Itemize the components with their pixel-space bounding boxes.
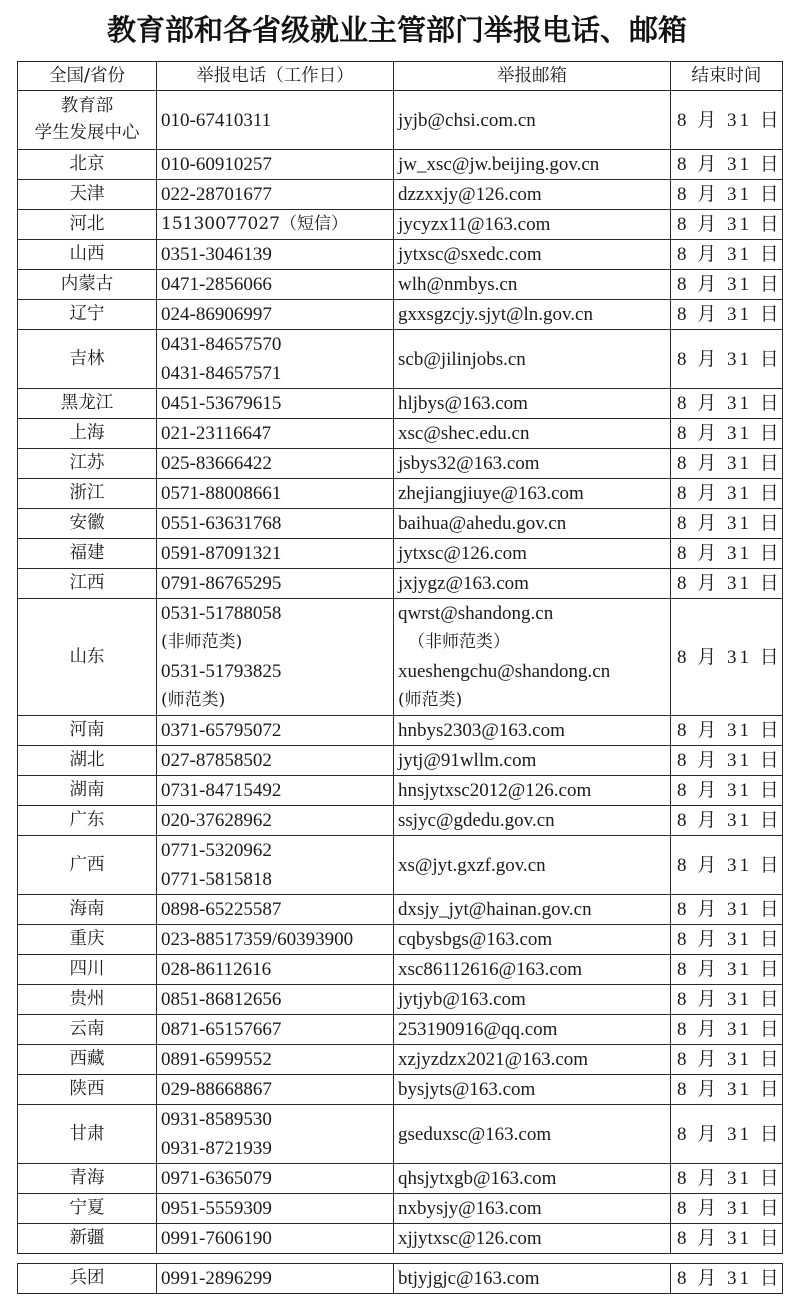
region-cell-line: 黑龙江 xyxy=(60,393,114,413)
end-date-cell: 8 月 31 日 xyxy=(671,806,783,836)
phone-cell-line: 0531-51793825 xyxy=(161,661,282,682)
phone-cell-line: 0531-51788058 xyxy=(161,603,282,624)
email-cell-line: qhsjytxgb@163.com xyxy=(398,1168,557,1189)
phone-cell xyxy=(157,210,394,240)
phone-cell-line: 0731-84715492 xyxy=(161,780,282,801)
phone-cell xyxy=(157,240,394,270)
email-cell xyxy=(394,985,671,1015)
email-cell xyxy=(394,776,671,806)
region-cell xyxy=(18,509,157,539)
table-row xyxy=(18,895,783,925)
phone-cell xyxy=(157,569,394,599)
end-date-cell: 8 月 31 日 xyxy=(671,836,783,895)
region-cell xyxy=(18,300,157,330)
email-cell xyxy=(394,479,671,509)
region-cell-line: 甘肃 xyxy=(69,1123,105,1144)
bingtuan-table xyxy=(17,1263,783,1294)
region-cell xyxy=(18,539,157,569)
phone-cell-line: 0571-88008661 xyxy=(161,483,282,504)
region-cell-line: 重庆 xyxy=(69,929,105,949)
phone-cell xyxy=(157,955,394,985)
end-date-cell: 8 月 31 日 xyxy=(671,1075,783,1105)
phone-cell xyxy=(157,479,394,509)
table-row xyxy=(18,746,783,776)
phone-cell-line: 0991-2896299 xyxy=(161,1268,272,1289)
table-row xyxy=(18,925,783,955)
phone-cell-line: 0371-65795072 xyxy=(161,720,282,741)
region-cell xyxy=(18,240,157,270)
region-cell-line: 安徽 xyxy=(69,513,105,533)
table-row xyxy=(18,1224,783,1254)
phone-cell-line: 0591-87091321 xyxy=(161,543,282,564)
phone-cell-line: 0431-84657571 xyxy=(161,363,282,384)
table-row xyxy=(18,539,783,569)
region-cell xyxy=(18,210,157,240)
region-cell-line: 浙江 xyxy=(69,483,105,503)
table-row xyxy=(18,1045,783,1075)
phone-cell-line: (非师范类) xyxy=(161,632,243,652)
end-date-cell: 8 月 31 日 xyxy=(671,210,783,240)
end-date-cell: 8 月 31 日 xyxy=(671,955,783,985)
email-cell-line: xjjytxsc@126.com xyxy=(398,1228,542,1249)
phone-cell-line: 0771-5815818 xyxy=(161,869,272,890)
phone-cell xyxy=(157,1224,394,1254)
region-cell-line: 青海 xyxy=(69,1168,105,1188)
region-cell xyxy=(18,985,157,1015)
email-cell xyxy=(394,509,671,539)
table-row xyxy=(18,300,783,330)
region-cell xyxy=(18,1264,157,1294)
region-cell xyxy=(18,150,157,180)
table-row xyxy=(18,806,783,836)
phone-cell xyxy=(157,449,394,479)
email-cell-line: qwrst@shandong.cn xyxy=(398,603,554,624)
region-cell xyxy=(18,1075,157,1105)
region-cell xyxy=(18,569,157,599)
email-cell-line: hnsjytxsc2012@126.com xyxy=(398,780,592,801)
region-cell xyxy=(18,806,157,836)
phone-cell-line: 025-83666422 xyxy=(161,453,272,474)
region-cell-line: 山西 xyxy=(69,244,105,264)
phone-cell xyxy=(157,389,394,419)
phone-cell xyxy=(157,1105,394,1164)
email-cell xyxy=(394,569,671,599)
region-cell xyxy=(18,746,157,776)
email-cell-line: baihua@ahedu.gov.cn xyxy=(398,513,567,534)
region-cell xyxy=(18,1194,157,1224)
email-cell xyxy=(394,955,671,985)
region-cell xyxy=(18,776,157,806)
email-cell xyxy=(394,1015,671,1045)
end-date-cell: 8 月 31 日 xyxy=(671,449,783,479)
region-cell-line: 吉林 xyxy=(69,348,105,369)
end-date-cell: 8 月 31 日 xyxy=(671,479,783,509)
email-cell-line: dzzxxjy@126.com xyxy=(398,184,542,205)
end-date-cell: 8 月 31 日 xyxy=(671,569,783,599)
email-cell xyxy=(394,539,671,569)
table-row xyxy=(18,1164,783,1194)
region-cell-line: 学生发展中心 xyxy=(34,123,140,143)
email-cell-line: （非师范类） xyxy=(408,632,510,652)
region-cell-line: 宁夏 xyxy=(69,1198,105,1218)
email-cell-line: jytj@91wllm.com xyxy=(398,750,537,771)
end-date-cell: 8 月 31 日 xyxy=(671,599,783,716)
email-cell-line: bysjyts@163.com xyxy=(398,1079,536,1100)
phone-cell-line: 0891-6599552 xyxy=(161,1049,272,1070)
email-cell-line: dxsjy_jyt@hainan.gov.cn xyxy=(398,899,592,920)
email-cell-line: cqbysbgs@163.com xyxy=(398,929,553,950)
phone-cell-line: 0431-84657570 xyxy=(161,334,282,355)
phone-cell-line: 0351-3046139 xyxy=(161,244,272,265)
email-cell xyxy=(394,1264,671,1294)
region-cell xyxy=(18,479,157,509)
email-cell xyxy=(394,449,671,479)
end-date-cell: 8 月 31 日 xyxy=(671,925,783,955)
region-cell-line: 海南 xyxy=(69,899,105,919)
region-cell-line: 新疆 xyxy=(69,1228,105,1248)
table-row xyxy=(18,270,783,300)
end-date-cell: 8 月 31 日 xyxy=(671,1015,783,1045)
phone-cell xyxy=(157,895,394,925)
phone-cell-line: 15130077027（短信） xyxy=(161,214,348,234)
region-cell xyxy=(18,1224,157,1254)
phone-cell xyxy=(157,1264,394,1294)
table-row xyxy=(18,389,783,419)
phone-cell-line: 0771-5320962 xyxy=(161,840,272,861)
region-cell xyxy=(18,270,157,300)
phone-cell-line: 022-28701677 xyxy=(161,184,272,205)
end-date-cell: 8 月 31 日 xyxy=(671,389,783,419)
table-body xyxy=(18,91,783,1254)
end-date-cell: 8 月 31 日 xyxy=(671,895,783,925)
region-cell xyxy=(18,180,157,210)
region-cell-line: 上海 xyxy=(69,423,105,443)
email-cell-line: jytjyb@163.com xyxy=(398,989,526,1010)
phone-cell xyxy=(157,1015,394,1045)
region-cell-line: 天津 xyxy=(69,184,105,204)
email-cell-line: jycyzx11@163.com xyxy=(398,214,551,235)
email-cell xyxy=(394,240,671,270)
end-date-cell: 8 月 31 日 xyxy=(671,180,783,210)
region-cell-line: 陕西 xyxy=(69,1079,105,1099)
region-cell xyxy=(18,599,157,716)
email-cell-line: xzjyzdzx2021@163.com xyxy=(398,1049,589,1070)
phone-cell xyxy=(157,270,394,300)
region-cell-line: 广西 xyxy=(69,854,105,875)
email-cell-line: xsc@shec.edu.cn xyxy=(398,423,530,444)
email-cell-line: xs@jyt.gxzf.gov.cn xyxy=(398,854,546,876)
table-row xyxy=(18,240,783,270)
region-cell-line: 四川 xyxy=(69,959,105,979)
end-date-cell: 8 月 31 日 xyxy=(671,240,783,270)
email-cell xyxy=(394,1045,671,1075)
phone-cell-line: 029-88668867 xyxy=(161,1079,272,1100)
phone-cell xyxy=(157,836,394,895)
phone-cell-line: 0931-8589530 xyxy=(161,1109,272,1130)
table-row xyxy=(18,836,783,895)
phone-cell xyxy=(157,925,394,955)
table-row xyxy=(18,449,783,479)
header-phone: 举报电话（工作日） xyxy=(157,62,394,91)
table-row xyxy=(18,985,783,1015)
end-date-cell: 8 月 31 日 xyxy=(671,150,783,180)
phone-cell xyxy=(157,330,394,389)
phone-cell-line: 028-86112616 xyxy=(161,959,272,980)
region-cell xyxy=(18,955,157,985)
region-cell xyxy=(18,895,157,925)
email-cell-line: jw_xsc@jw.beijing.gov.cn xyxy=(398,154,600,175)
email-cell-line: jsbys32@163.com xyxy=(398,453,540,474)
region-cell xyxy=(18,1105,157,1164)
region-cell-line: 江苏 xyxy=(69,453,105,473)
table-row xyxy=(18,419,783,449)
phone-cell xyxy=(157,539,394,569)
end-date-cell: 8 月 31 日 xyxy=(671,1045,783,1075)
region-cell-line: 广东 xyxy=(69,810,105,830)
region-cell xyxy=(18,836,157,895)
phone-cell-line: 023-88517359/60393900 xyxy=(161,929,354,950)
end-date-cell: 8 月 31 日 xyxy=(671,1224,783,1254)
table-row xyxy=(18,716,783,746)
email-cell xyxy=(394,330,671,389)
email-cell-line: scb@jilinjobs.cn xyxy=(398,348,526,370)
table-row xyxy=(18,210,783,240)
region-cell-line: 云南 xyxy=(69,1019,105,1039)
phone-cell xyxy=(157,300,394,330)
table-row xyxy=(18,1015,783,1045)
email-cell xyxy=(394,1105,671,1164)
email-cell xyxy=(394,1224,671,1254)
end-date-cell: 8 月 31 日 xyxy=(671,1264,783,1294)
region-cell-line: 北京 xyxy=(69,154,105,174)
email-cell xyxy=(394,389,671,419)
region-cell xyxy=(18,419,157,449)
phone-cell xyxy=(157,716,394,746)
email-cell-line: jyjb@chsi.com.cn xyxy=(398,109,536,131)
table-row xyxy=(18,599,783,716)
email-cell-line: nxbysjy@163.com xyxy=(398,1198,542,1219)
email-cell xyxy=(394,806,671,836)
phone-cell xyxy=(157,746,394,776)
end-date-cell: 8 月 31 日 xyxy=(671,300,783,330)
phone-cell xyxy=(157,150,394,180)
email-cell-line: (师范类) xyxy=(398,690,463,710)
region-cell-line: 河北 xyxy=(69,214,105,234)
email-cell-line: gxxsgzcjy.sjyt@ln.gov.cn xyxy=(398,304,593,325)
phone-cell xyxy=(157,1194,394,1224)
region-cell xyxy=(18,330,157,389)
table-row xyxy=(18,776,783,806)
phone-cell xyxy=(157,91,394,150)
phone-cell xyxy=(157,599,394,716)
email-cell xyxy=(394,746,671,776)
table-row xyxy=(18,1105,783,1164)
phone-cell-line: 0551-63631768 xyxy=(161,513,282,534)
phone-cell-line: 0871-65157667 xyxy=(161,1019,282,1040)
email-cell xyxy=(394,91,671,150)
region-cell xyxy=(18,91,157,150)
header-region: 全国/省份 xyxy=(18,62,157,91)
table-row xyxy=(18,1194,783,1224)
phone-cell-line: 0851-86812656 xyxy=(161,989,282,1010)
region-cell-line: 辽宁 xyxy=(69,304,105,324)
region-cell-line: 江西 xyxy=(69,573,105,593)
end-date-cell: 8 月 31 日 xyxy=(671,716,783,746)
email-cell-line: gseduxsc@163.com xyxy=(398,1123,552,1145)
end-date-cell: 8 月 31 日 xyxy=(671,746,783,776)
table-row xyxy=(18,1075,783,1105)
region-cell-line: 贵州 xyxy=(69,989,105,1009)
email-cell xyxy=(394,1194,671,1224)
email-cell xyxy=(394,1164,671,1194)
phone-cell-line: 0898-65225587 xyxy=(161,899,282,920)
email-cell-line: 253190916@qq.com xyxy=(398,1019,558,1040)
table-row xyxy=(18,955,783,985)
phone-cell-line: 0791-86765295 xyxy=(161,573,282,594)
phone-cell-line: 020-37628962 xyxy=(161,810,272,831)
region-cell-line: 湖南 xyxy=(69,780,105,800)
region-cell xyxy=(18,925,157,955)
email-cell xyxy=(394,150,671,180)
end-date-cell: 8 月 31 日 xyxy=(671,1194,783,1224)
region-cell xyxy=(18,1164,157,1194)
phone-cell-line: 010-60910257 xyxy=(161,154,272,175)
phone-cell-line: (师范类) xyxy=(161,690,226,710)
email-cell-line: jxjygz@163.com xyxy=(398,573,529,594)
email-cell-line: btjyjgjc@163.com xyxy=(398,1268,540,1289)
email-cell-line: jytxsc@126.com xyxy=(398,543,527,564)
end-date-cell: 8 月 31 日 xyxy=(671,1105,783,1164)
table-row xyxy=(18,569,783,599)
table-row xyxy=(18,509,783,539)
region-cell-line: 教育部 xyxy=(60,96,114,116)
phone-cell xyxy=(157,985,394,1015)
phone-cell xyxy=(157,419,394,449)
region-cell xyxy=(18,1045,157,1075)
region-cell xyxy=(18,389,157,419)
table-body-extra xyxy=(18,1264,783,1294)
end-date-cell: 8 月 31 日 xyxy=(671,330,783,389)
region-cell xyxy=(18,449,157,479)
table-row xyxy=(18,91,783,150)
region-cell-line: 西藏 xyxy=(69,1049,105,1069)
end-date-cell: 8 月 31 日 xyxy=(671,539,783,569)
phone-cell xyxy=(157,1164,394,1194)
region-cell-line: 兵团 xyxy=(69,1268,105,1288)
email-cell xyxy=(394,300,671,330)
phone-cell xyxy=(157,509,394,539)
region-cell-line: 福建 xyxy=(69,543,105,563)
email-cell-line: hljbys@163.com xyxy=(398,393,528,414)
email-cell-line: wlh@nmbys.cn xyxy=(398,274,518,295)
region-cell-line: 内蒙古 xyxy=(60,274,114,294)
region-cell-line: 湖北 xyxy=(69,750,105,770)
email-cell xyxy=(394,210,671,240)
region-cell-line: 河南 xyxy=(69,720,105,740)
table-header-row xyxy=(18,62,783,91)
phone-cell xyxy=(157,806,394,836)
table-row xyxy=(18,479,783,509)
region-cell-line: 山东 xyxy=(69,646,105,667)
contact-table xyxy=(17,61,783,1254)
end-date-cell: 8 月 31 日 xyxy=(671,270,783,300)
email-cell xyxy=(394,716,671,746)
phone-cell-line: 0971-6365079 xyxy=(161,1168,272,1189)
email-cell xyxy=(394,270,671,300)
phone-cell xyxy=(157,1045,394,1075)
table-row xyxy=(18,150,783,180)
header-end-date: 结束时间 xyxy=(671,62,783,91)
end-date-cell: 8 月 31 日 xyxy=(671,91,783,150)
email-cell-line: xsc86112616@163.com xyxy=(398,959,583,980)
phone-cell xyxy=(157,1075,394,1105)
region-cell xyxy=(18,1015,157,1045)
phone-cell-line: 0951-5559309 xyxy=(161,1198,272,1219)
phone-cell-line: 024-86906997 xyxy=(161,304,272,325)
phone-cell-line: 027-87858502 xyxy=(161,750,272,771)
email-cell-line: zhejiangjiuye@163.com xyxy=(398,483,584,504)
end-date-cell: 8 月 31 日 xyxy=(671,509,783,539)
email-cell xyxy=(394,1075,671,1105)
phone-cell-line: 0451-53679615 xyxy=(161,393,282,414)
email-cell xyxy=(394,895,671,925)
phone-cell-line: 0471-2856066 xyxy=(161,274,272,295)
phone-cell-line: 010-67410311 xyxy=(161,109,272,131)
end-date-cell: 8 月 31 日 xyxy=(671,419,783,449)
email-cell xyxy=(394,599,671,716)
email-cell xyxy=(394,925,671,955)
phone-cell xyxy=(157,776,394,806)
page-title: 教育部和各省级就业主管部门举报电话、邮箱 xyxy=(106,13,687,47)
table-row xyxy=(18,1264,783,1294)
table-row xyxy=(18,330,783,389)
email-cell xyxy=(394,836,671,895)
phone-cell xyxy=(157,180,394,210)
email-cell xyxy=(394,180,671,210)
email-cell xyxy=(394,419,671,449)
email-cell-line: hnbys2303@163.com xyxy=(398,720,565,741)
region-cell xyxy=(18,716,157,746)
end-date-cell: 8 月 31 日 xyxy=(671,985,783,1015)
phone-cell-line: 021-23116647 xyxy=(161,423,272,444)
email-cell-line: xueshengchu@shandong.cn xyxy=(398,661,611,682)
end-date-cell: 8 月 31 日 xyxy=(671,1164,783,1194)
phone-cell-line: 0931-8721939 xyxy=(161,1138,272,1159)
email-cell-line: ssjyc@gdedu.gov.cn xyxy=(398,810,555,831)
phone-cell-line: 0991-7606190 xyxy=(161,1228,272,1249)
header-email: 举报邮箱 xyxy=(394,62,671,91)
end-date-cell: 8 月 31 日 xyxy=(671,776,783,806)
email-cell-line: jytxsc@sxedc.com xyxy=(398,244,542,265)
table-row xyxy=(18,180,783,210)
